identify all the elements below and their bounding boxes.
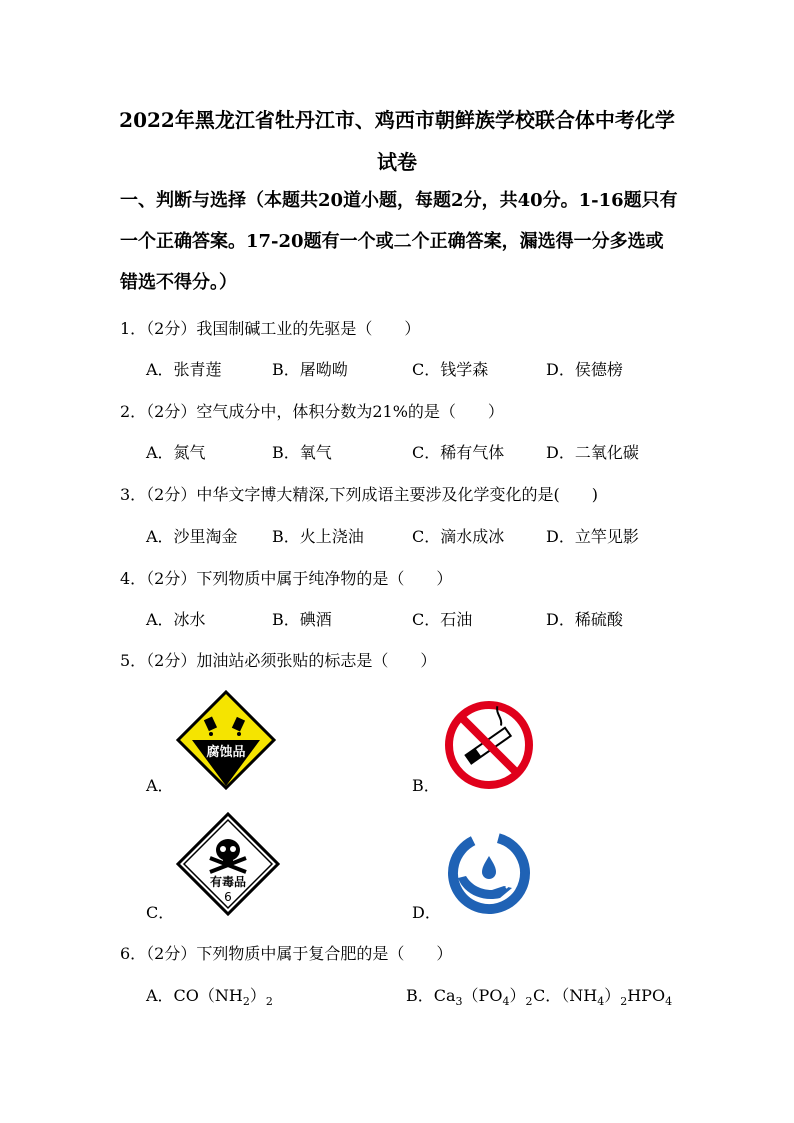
option-b-text-2: （PO — [462, 986, 503, 1005]
section-heading: 一、判断与选择（本题共20道小题，每题2分，共40分。1-16题只有一个正确答案。17-20题有一个或二个正确答案，漏选得一分多选或错选不得分。） — [120, 190, 678, 293]
option-c-sub-3: 4 — [665, 995, 673, 1009]
question-2-stem: 2．（2分）空气成分中，体积分数为21%的是（ ） — [120, 402, 504, 421]
question-5-option-a[interactable]: A． — [146, 776, 174, 795]
option-a-text-1: A．CO（NH — [146, 986, 243, 1005]
option-c-text-2: ） — [604, 986, 621, 1005]
question-3-option-c[interactable]: C．滴水成冰 — [412, 527, 505, 546]
option-c-text-1: C．（NH — [533, 986, 598, 1005]
question-5-stem: 5．（2分）加油站必须张贴的标志是（ ） — [120, 651, 437, 670]
question-6-option-c[interactable] — [533, 983, 672, 1008]
option-c-text-3: HPO — [627, 986, 666, 1005]
question-4-option-b[interactable]: B．碘酒 — [272, 610, 332, 629]
question-2-option-c[interactable]: C．稀有气体 — [412, 443, 505, 462]
option-a-text-2: ） — [249, 986, 266, 1005]
question-4-option-a[interactable]: A．冰水 — [146, 610, 206, 629]
corrosive-sign-icon — [176, 690, 276, 790]
question-6-option-a[interactable] — [146, 983, 273, 1008]
option-b-sub-2: 4 — [502, 995, 510, 1009]
option-b-text-3: ） — [509, 986, 526, 1005]
option-a-sub-1: 2 — [242, 995, 250, 1009]
toxic-class-number: 6 — [224, 890, 232, 904]
question-2-option-d[interactable]: D．二氧化碳 — [546, 443, 639, 462]
corrosive-label: 腐蚀品 — [206, 745, 246, 760]
question-1-option-b[interactable]: B．屠呦呦 — [272, 360, 348, 379]
question-1-option-a[interactable]: A．张青莲 — [146, 360, 222, 379]
question-4-option-c[interactable]: C．石油 — [412, 610, 473, 629]
question-5-option-b[interactable]: B． — [412, 776, 440, 795]
option-c-sub-2: 2 — [620, 995, 628, 1009]
option-a-sub-2: 2 — [265, 995, 273, 1009]
question-3-stem: 3．（2分）中华文字博大精深,下列成语主要涉及化学变化的是( ) — [120, 485, 598, 504]
no-smoking-sign-icon — [444, 700, 534, 790]
question-6-option-b[interactable] — [406, 983, 532, 1008]
question-2-option-a[interactable]: A．氮气 — [146, 443, 206, 462]
option-b-sub-1: 3 — [455, 995, 463, 1009]
toxic-label: 有毒品 — [209, 875, 247, 889]
question-1-option-c[interactable]: C．钱学森 — [412, 360, 489, 379]
question-1-stem: 1．（2分）我国制碱工业的先驱是（ ） — [120, 319, 421, 338]
option-b-sub-3: 2 — [525, 995, 533, 1009]
question-1-option-d[interactable]: D．侯德榜 — [546, 360, 623, 379]
question-3-option-d[interactable]: D．立竿见影 — [546, 527, 639, 546]
option-b-text-1: B．Ca — [406, 986, 456, 1005]
question-5-option-d[interactable]: D． — [412, 903, 441, 922]
question-3-option-a[interactable]: A．沙里淘金 — [146, 527, 238, 546]
option-c-sub-1: 4 — [597, 995, 605, 1009]
question-5-option-c[interactable]: C． — [146, 903, 175, 922]
question-3-option-b[interactable]: B．火上浇油 — [272, 527, 364, 546]
question-6-stem: 6．（2分）下列物质中属于复合肥的是（ ） — [120, 944, 453, 963]
toxic-sign-icon — [176, 812, 280, 916]
question-4-stem: 4．（2分）下列物质中属于纯净物的是（ ） — [120, 569, 453, 588]
question-4-option-d[interactable]: D．稀硫酸 — [546, 610, 623, 629]
page-title-line2: 试卷 — [377, 150, 417, 174]
question-2-option-b[interactable]: B．氧气 — [272, 443, 332, 462]
page-title-line1: 2022年黑龙江省牡丹江市、鸡西市朝鲜族学校联合体中考化学 — [119, 108, 675, 132]
water-saving-sign-icon — [444, 828, 534, 918]
